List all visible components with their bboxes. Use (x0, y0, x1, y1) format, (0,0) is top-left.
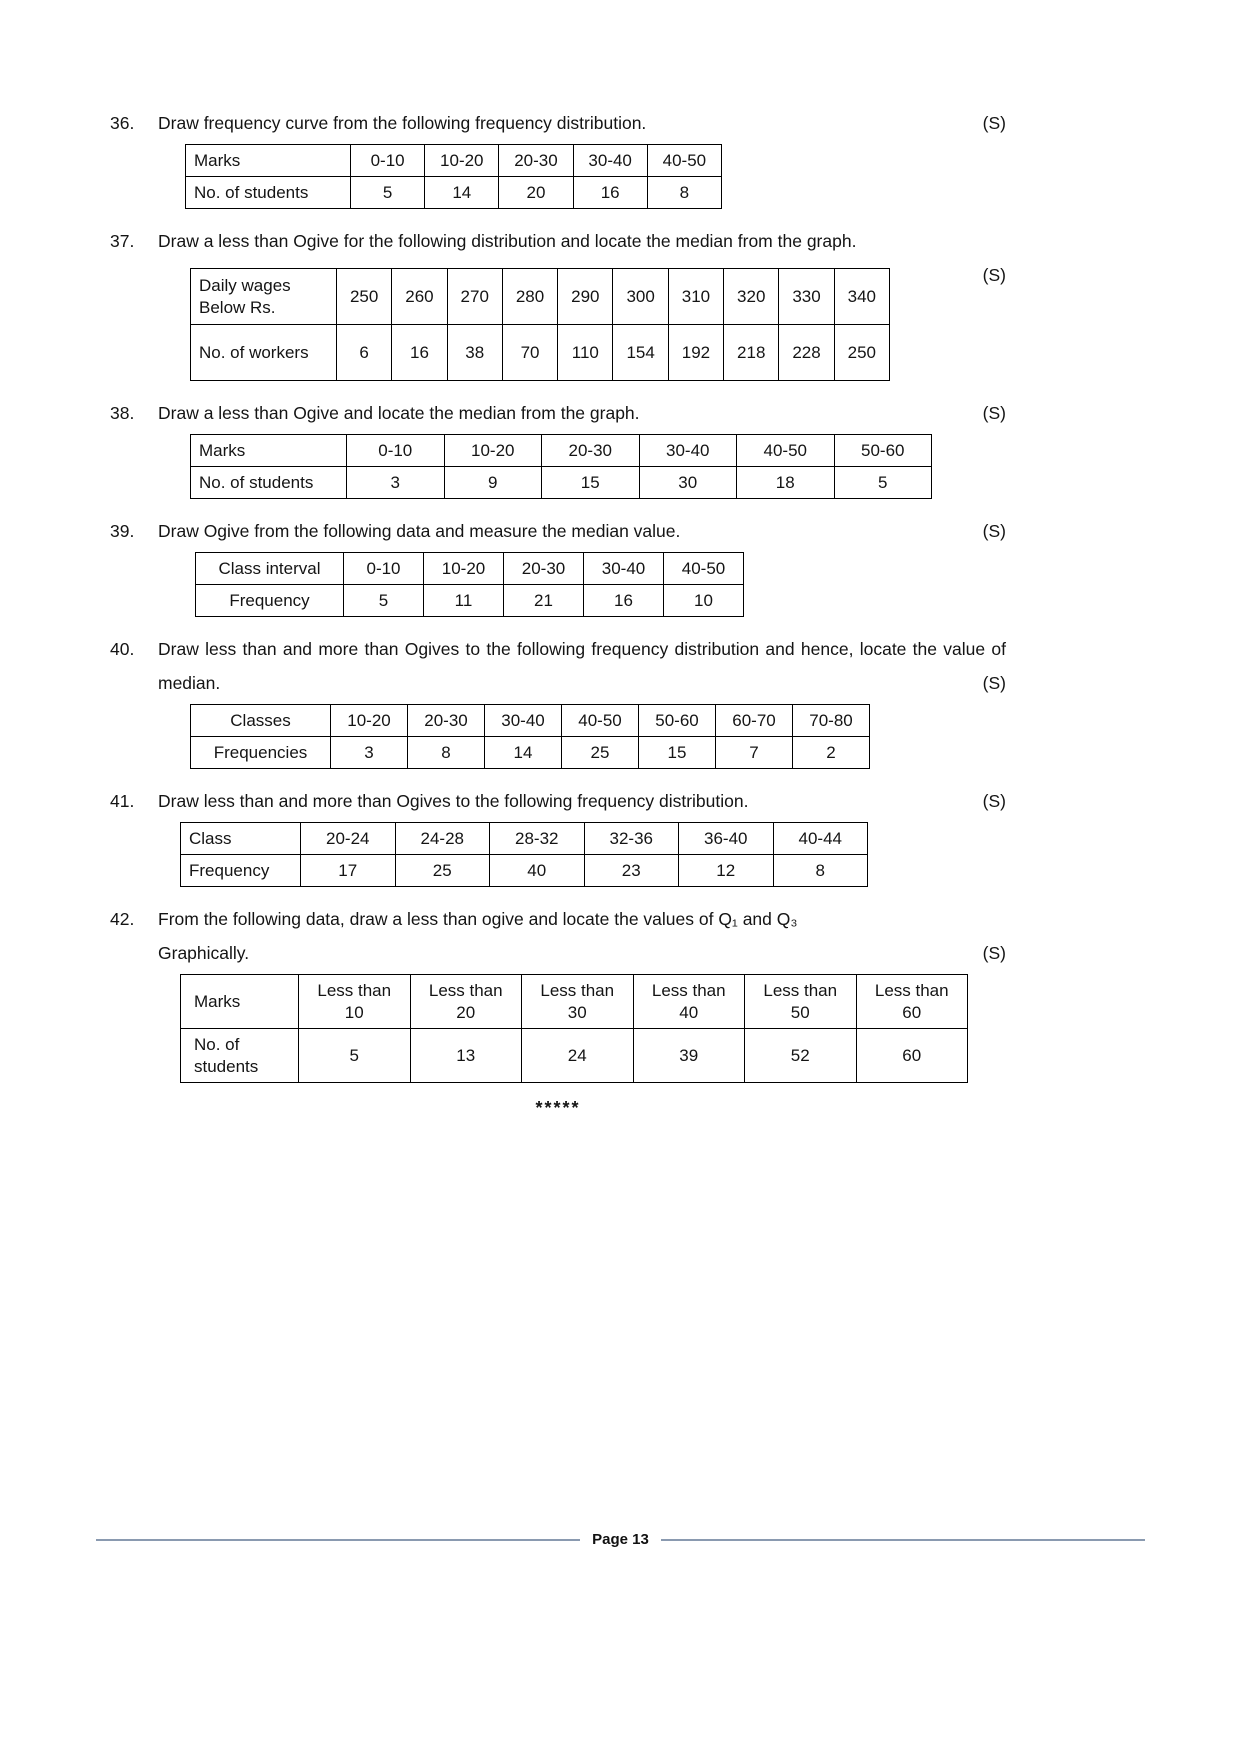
table-cell: 40-50 (737, 435, 835, 467)
table-cell: 40-50 (647, 145, 721, 177)
row-label: No. of students (186, 177, 351, 209)
table-cell: 5 (834, 467, 932, 499)
table-row (191, 467, 932, 499)
table-cell: 192 (668, 325, 723, 381)
table-cell: 320 (724, 269, 779, 325)
table-cell: 228 (779, 325, 834, 381)
question-number: 40. (110, 639, 135, 659)
marks-indicator: (S) (982, 673, 1006, 693)
question-text: From the following data, draw a less than ogive and locate the values of Q₁ and Q₃ (158, 909, 798, 929)
table-cell: 60 (856, 1029, 968, 1083)
table-cell: 20 (499, 177, 573, 209)
table-row (181, 823, 868, 855)
table-cell: 40-50 (562, 705, 639, 737)
table-cell: 10-20 (331, 705, 408, 737)
marks-indicator: (S) (982, 943, 1006, 963)
table-row (191, 325, 890, 381)
table-q37 (190, 268, 890, 381)
table-cell: 10-20 (444, 435, 542, 467)
table-cell: 30-40 (485, 705, 562, 737)
table-q42 (180, 974, 968, 1083)
table-cell: 11 (424, 585, 504, 617)
table-cell: 6 (337, 325, 392, 381)
table-cell: 20-30 (499, 145, 573, 177)
table-cell: 70-80 (793, 705, 870, 737)
table-cell: 50-60 (639, 705, 716, 737)
table-cell: 8 (647, 177, 721, 209)
table-cell: 300 (613, 269, 668, 325)
table-cell: 13 (410, 1029, 522, 1083)
table-cell: Less than 10 (299, 975, 411, 1029)
table-cell: 40-50 (664, 553, 744, 585)
question-text: Draw less than and more than Ogives to the following frequency distribution and hence, locate the value of median. (158, 639, 1006, 693)
marks-indicator: (S) (982, 113, 1006, 133)
table-cell: 20-30 (504, 553, 584, 585)
question-body (158, 396, 1006, 509)
table-cell: 0-10 (351, 145, 425, 177)
table-cell: 5 (299, 1029, 411, 1083)
table-cell: 20-24 (301, 823, 396, 855)
footer-rule-left (96, 1539, 580, 1541)
table-cell: Less than 20 (410, 975, 522, 1029)
table-cell: 2 (793, 737, 870, 769)
table-cell: 3 (331, 737, 408, 769)
question-text: Draw less than and more than Ogives to the following frequency distribution. (158, 791, 749, 811)
row-label: Marks (186, 145, 351, 177)
table-cell: 14 (485, 737, 562, 769)
question-text: Draw a less than Ogive for the following distribution and locate the median from the graph. (158, 231, 857, 251)
table-cell: 50-60 (834, 435, 932, 467)
table-row (181, 1029, 968, 1083)
table-cell: 36-40 (679, 823, 774, 855)
table-cell: 30-40 (639, 435, 737, 467)
table-cell: 10 (664, 585, 744, 617)
question-40 (110, 632, 1006, 779)
table-cell: Less than 30 (522, 975, 634, 1029)
table-cell: 40-44 (773, 823, 868, 855)
table-cell: 12 (679, 855, 774, 887)
table-cell: 32-36 (584, 823, 679, 855)
table-cell: Less than 40 (633, 975, 745, 1029)
row-label: No. of students (181, 1029, 299, 1083)
question-body (158, 784, 1006, 897)
row-label: Marks (181, 975, 299, 1029)
question-number: 36. (110, 113, 135, 133)
marks-indicator: (S) (982, 403, 1006, 423)
row-label: Class interval (196, 553, 344, 585)
table-cell: 40 (490, 855, 585, 887)
question-text: Draw Ogive from the following data and measure the median value. (158, 521, 681, 541)
table-cell: 310 (668, 269, 723, 325)
table-cell: 20-30 (408, 705, 485, 737)
table-q40 (190, 704, 870, 769)
table-q36 (185, 144, 722, 209)
question-38 (110, 396, 1006, 509)
question-36 (110, 106, 1006, 219)
table-cell: 5 (344, 585, 424, 617)
table-cell: Less than 60 (856, 975, 968, 1029)
table-cell: 30-40 (584, 553, 664, 585)
row-label: Frequency (181, 855, 301, 887)
table-row (191, 705, 870, 737)
table-cell: 5 (351, 177, 425, 209)
table-cell: 218 (724, 325, 779, 381)
question-number: 39. (110, 521, 135, 541)
table-cell: 250 (337, 269, 392, 325)
row-label: Frequencies (191, 737, 331, 769)
question-body (158, 632, 1006, 779)
table-cell: 330 (779, 269, 834, 325)
row-label: No. of workers (191, 325, 337, 381)
table-cell: 30 (639, 467, 737, 499)
table-cell: 25 (395, 855, 490, 887)
question-39 (110, 514, 1006, 627)
table-cell: 20-30 (542, 435, 640, 467)
row-label: Class (181, 823, 301, 855)
table-cell: 14 (425, 177, 499, 209)
table-cell: 3 (347, 467, 445, 499)
table-row (181, 855, 868, 887)
table-cell: 52 (745, 1029, 857, 1083)
question-37 (110, 224, 1006, 391)
page-number-label: Page 13 (592, 1531, 649, 1548)
row-label: Classes (191, 705, 331, 737)
question-body (158, 224, 1006, 391)
table-cell: 7 (716, 737, 793, 769)
question-42 (110, 902, 1006, 1093)
table-cell: 340 (834, 269, 889, 325)
marks-indicator: (S) (982, 791, 1006, 811)
table-cell: 9 (444, 467, 542, 499)
row-label: Marks (191, 435, 347, 467)
table-row (191, 737, 870, 769)
question-number: 42. (110, 909, 135, 929)
question-text-line2: Graphically. (158, 943, 250, 963)
question-number: 38. (110, 403, 135, 423)
table-cell: 25 (562, 737, 639, 769)
row-label: No. of students (191, 467, 347, 499)
table-cell: 23 (584, 855, 679, 887)
table-row (196, 585, 744, 617)
table-row (191, 269, 890, 325)
question-number: 37. (110, 231, 135, 251)
table-cell: 10-20 (424, 553, 504, 585)
table-cell: 8 (408, 737, 485, 769)
table-q39 (195, 552, 744, 617)
question-body (158, 902, 1006, 1093)
table-cell: 16 (392, 325, 447, 381)
table-cell: 8 (773, 855, 868, 887)
table-cell: 30-40 (573, 145, 647, 177)
table-cell: 16 (573, 177, 647, 209)
table-cell: 0-10 (344, 553, 424, 585)
table-row (186, 177, 722, 209)
table-cell: 10-20 (425, 145, 499, 177)
table-cell: 290 (558, 269, 613, 325)
page-content (110, 106, 1006, 1119)
table-cell: 250 (834, 325, 889, 381)
table-cell: 270 (447, 269, 502, 325)
table-cell: 15 (639, 737, 716, 769)
question-number: 41. (110, 791, 135, 811)
marks-indicator: (S) (982, 265, 1006, 285)
table-row (191, 435, 932, 467)
question-body (158, 514, 1006, 627)
table-cell: 38 (447, 325, 502, 381)
table-cell: 16 (584, 585, 664, 617)
table-cell: Less than 50 (745, 975, 857, 1029)
table-cell: 60-70 (716, 705, 793, 737)
table-q38 (190, 434, 932, 499)
table-row (181, 975, 968, 1029)
table-q41 (180, 822, 868, 887)
table-cell: 110 (558, 325, 613, 381)
footer-rule-right (661, 1539, 1145, 1541)
page-footer (96, 1531, 1145, 1548)
question-text: Draw frequency curve from the following frequency distribution. (158, 113, 647, 133)
table-cell: 154 (613, 325, 668, 381)
table-cell: 280 (502, 269, 557, 325)
marks-indicator: (S) (982, 521, 1006, 541)
table-cell: 260 (392, 269, 447, 325)
question-41 (110, 784, 1006, 897)
table-cell: 24-28 (395, 823, 490, 855)
question-body (158, 106, 1006, 219)
row-label: Frequency (196, 585, 344, 617)
table-row (196, 553, 744, 585)
table-cell: 70 (502, 325, 557, 381)
table-cell: 21 (504, 585, 584, 617)
table-row (186, 145, 722, 177)
end-of-paper-marker: ***** (535, 1098, 581, 1118)
table-cell: 15 (542, 467, 640, 499)
table-cell: 0-10 (347, 435, 445, 467)
table-cell: 28-32 (490, 823, 585, 855)
table-cell: 39 (633, 1029, 745, 1083)
question-text: Draw a less than Ogive and locate the median from the graph. (158, 403, 640, 423)
table-cell: 17 (301, 855, 396, 887)
row-label: Daily wages Below Rs. (191, 269, 337, 325)
table-cell: 24 (522, 1029, 634, 1083)
table-cell: 18 (737, 467, 835, 499)
